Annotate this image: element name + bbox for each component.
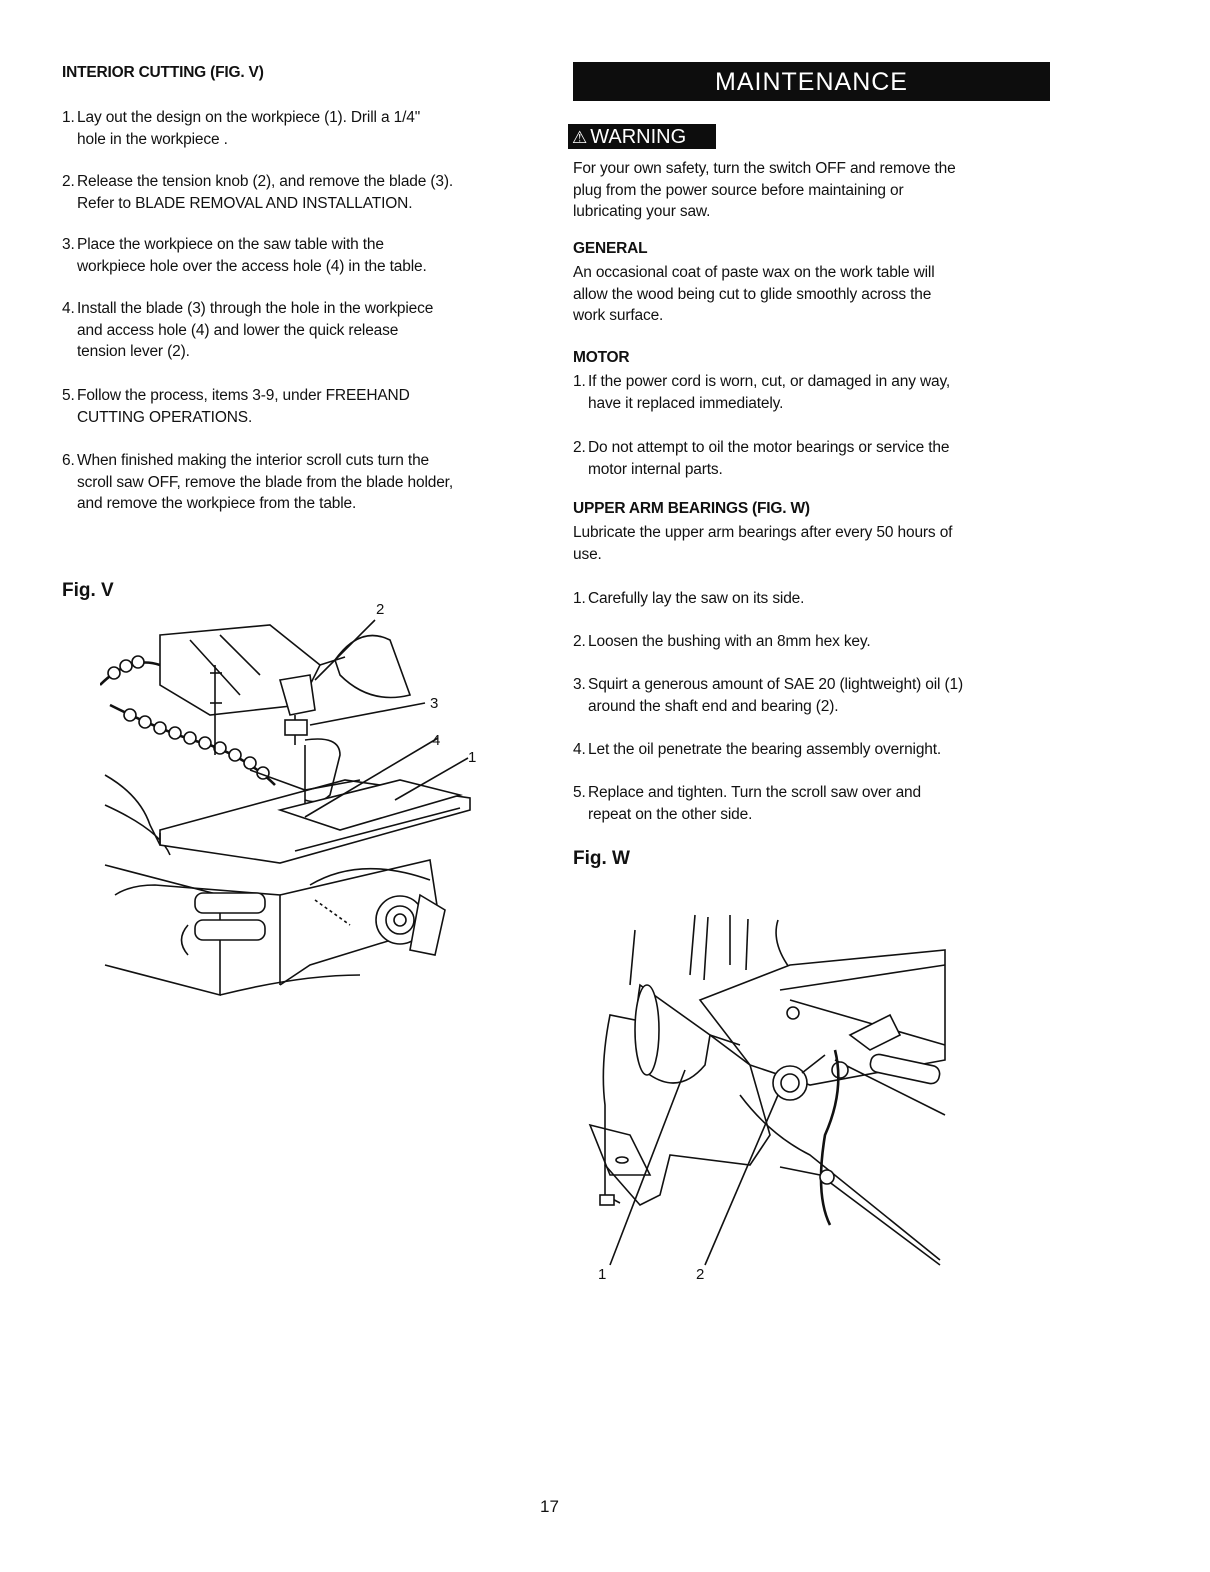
general-text: An occasional coat of paste wax on the work table will allow the wood being cut to glide smoothly across the work surface. — [573, 264, 935, 324]
interior-step-6 — [62, 450, 552, 516]
bearings-title: UPPER ARM BEARINGS (FIG. W) — [573, 500, 810, 517]
vent-slot-1 — [195, 893, 265, 913]
step-text: When finished making the interior scroll cuts turn the scroll saw OFF, remove the blade from the blade holder, and remove the workpiece from the table. — [77, 452, 453, 512]
bearing-step-3 — [573, 674, 1051, 718]
page-number: 17 — [540, 1497, 559, 1516]
step-text: Release the tension knob (2), and remove the blade (3). Refer to BLADE REMOVAL AND INSTALLATION. — [77, 173, 454, 212]
fig-w-label: Fig. W — [573, 848, 630, 869]
maintenance-banner: MAINTENANCE — [573, 62, 1050, 101]
step-number: 3. — [573, 676, 586, 693]
blade-holder — [280, 675, 315, 715]
interior-step-2 — [62, 171, 552, 215]
step-number: 1. — [573, 590, 586, 607]
step-text: Replace and tighten. Turn the scroll saw over and repeat on the other side. — [588, 784, 921, 823]
warning-label: WARNING — [590, 126, 687, 148]
step-text: Do not attempt to oil the motor bearings or service the motor internal parts. — [588, 439, 950, 478]
general-title: GENERAL — [573, 240, 648, 257]
interior-step-4 — [62, 298, 552, 364]
step-number: 1. — [62, 109, 75, 126]
motor-title: MOTOR — [573, 349, 630, 366]
bearing-step-1 — [573, 588, 1051, 610]
step-text: Carefully lay the saw on its side. — [588, 590, 805, 607]
step-text: Squirt a generous amount of SAE 20 (lightweight) oil (1) around the shaft end and bearing (2). — [588, 676, 963, 715]
interior-step-3 — [62, 234, 552, 278]
step-text: Follow the process, items 3-9, under FREEHAND CUTTING OPERATIONS. — [77, 387, 410, 426]
interior-step-5 — [62, 385, 552, 429]
bearing-step-2 — [573, 631, 1051, 653]
fig-v-label: Fig. V — [62, 580, 114, 601]
motor-step-2 — [573, 437, 1051, 481]
warning-triangle-icon: ⚠ — [572, 128, 588, 147]
interior-cutting-title: INTERIOR CUTTING (FIG. V) — [62, 64, 264, 81]
step-number: 5. — [573, 784, 586, 801]
step-text: Place the workpiece on the saw table with the workpiece hole over the access hole (4) in the table. — [77, 236, 427, 275]
step-text: Install the blade (3) through the hole in the workpiece and access hole (4) and lower the quick release tension lever (2). — [77, 300, 434, 360]
step-text: Loosen the bushing with an 8mm hex key. — [588, 633, 871, 650]
callout-4: 4 — [432, 732, 441, 749]
bearing-bushing — [773, 1066, 807, 1100]
warning-badge — [568, 124, 716, 149]
fig-w-illustration — [580, 905, 960, 1285]
step-number: 4. — [573, 741, 586, 758]
step-text: If the power cord is worn, cut, or damaged in any way, have it replaced immediately. — [588, 373, 951, 412]
step-number: 2. — [62, 173, 75, 190]
fig-v-illustration — [100, 595, 490, 1005]
interior-step-1 — [62, 107, 552, 151]
step-number: 5. — [62, 387, 75, 404]
callout-2: 2 — [376, 601, 385, 618]
step-number: 2. — [573, 439, 586, 456]
callout-1: 1 — [598, 1266, 607, 1283]
motor-step-1 — [573, 371, 1051, 415]
callout-1: 1 — [468, 749, 477, 766]
vent-slot-2 — [195, 920, 265, 940]
step-number: 4. — [62, 300, 75, 317]
bearing-step-5 — [573, 782, 1051, 826]
callout-3: 3 — [430, 695, 439, 712]
callout-2: 2 — [696, 1266, 705, 1283]
work-lamp — [335, 636, 410, 698]
step-number: 3. — [62, 236, 75, 253]
bearings-text: Lubricate the upper arm bearings after every 50 hours of use. — [573, 524, 953, 563]
step-text: Let the oil penetrate the bearing assembly overnight. — [588, 741, 942, 758]
step-number: 1. — [573, 373, 586, 390]
bearing-step-4 — [573, 739, 1051, 761]
warning-text: For your own safety, turn the switch OFF and remove the plug from the power source before maintaining or lubricating your saw. — [573, 160, 956, 220]
step-number: 2. — [573, 633, 586, 650]
step-number: 6. — [62, 452, 75, 469]
step-text: Lay out the design on the workpiece (1). Drill a 1/4" hole in the workpiece . — [77, 109, 421, 148]
